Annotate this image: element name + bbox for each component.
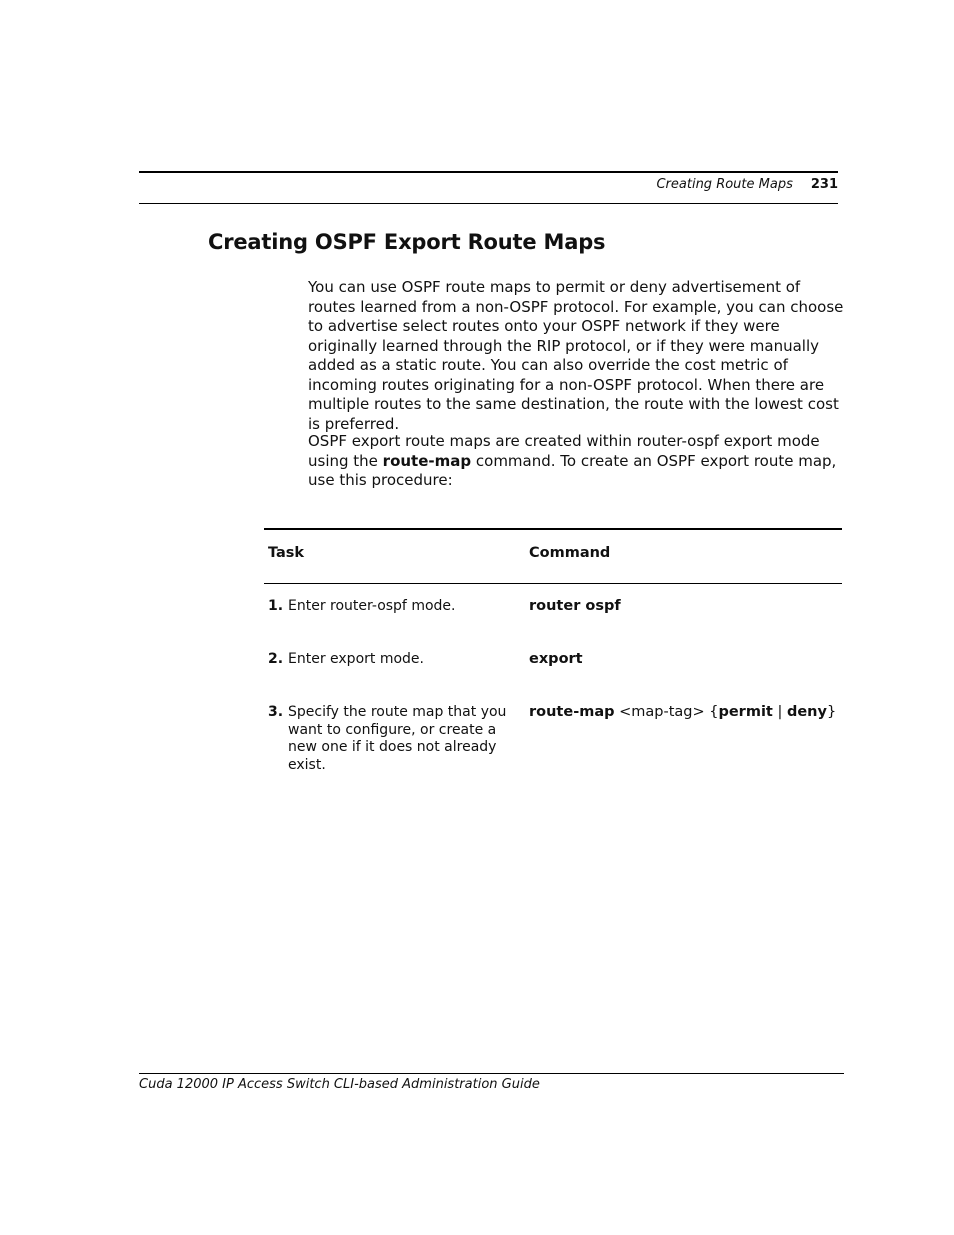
task-text: Enter export mode.	[288, 651, 424, 667]
command-keyword: route-map	[529, 704, 615, 720]
procedure-paragraph	[308, 432, 848, 491]
command-cell: export	[529, 651, 583, 667]
task-cell	[268, 651, 508, 669]
command-separator: |	[772, 704, 787, 720]
header-rule-bottom	[139, 203, 838, 204]
step-number: 1.	[268, 598, 284, 614]
intro-paragraph: You can use OSPF route maps to permit or deny advertisement of routes learned from a non-OSPF protocol. For example, you can choose to advertise select routes onto your OSPF network if they were originally learned through the RIP protocol, or if they were manually added as a static route. You can also override the cost metric of incoming routes originating for a non-OSPF protocol. When there are multiple routes to the same destination, the route with the lowest cost is preferred.	[308, 278, 844, 433]
task-text: Specify the route map that you want to configure, or create a new one if it does not already exist.	[288, 704, 507, 773]
procedure-text-before: OSPF export route maps are created within router-ospf export mode using the	[308, 432, 820, 470]
inline-command: route-map	[382, 451, 472, 470]
header-section-title: Creating Route Maps	[656, 177, 793, 192]
command-option-permit: permit	[718, 704, 773, 720]
command-option-deny: deny	[786, 704, 827, 720]
running-header	[656, 177, 838, 192]
command-argument: <map-tag> {	[614, 704, 719, 720]
header-rule-top	[139, 171, 838, 173]
table-rule-top	[264, 528, 842, 530]
task-cell	[268, 598, 508, 616]
section-heading: Creating OSPF Export Route Maps	[208, 230, 606, 254]
command-cell	[529, 704, 839, 722]
task-cell	[268, 704, 508, 774]
footer-guide-title: Cuda 12000 IP Access Switch CLI-based Administration Guide	[139, 1077, 540, 1092]
step-number: 2.	[268, 651, 284, 667]
page-number: 231	[810, 177, 838, 192]
table-rule-header	[264, 583, 842, 584]
procedure-text-after: command. To create an OSPF export route map, use this procedure:	[308, 451, 837, 489]
column-header-command: Command	[529, 545, 611, 561]
step-number: 3.	[268, 704, 284, 720]
task-text: Enter router-ospf mode.	[288, 598, 456, 614]
command-close-brace: }	[826, 704, 837, 720]
footer-rule	[139, 1073, 844, 1074]
command-cell: router ospf	[529, 598, 621, 614]
column-header-task: Task	[268, 545, 305, 561]
